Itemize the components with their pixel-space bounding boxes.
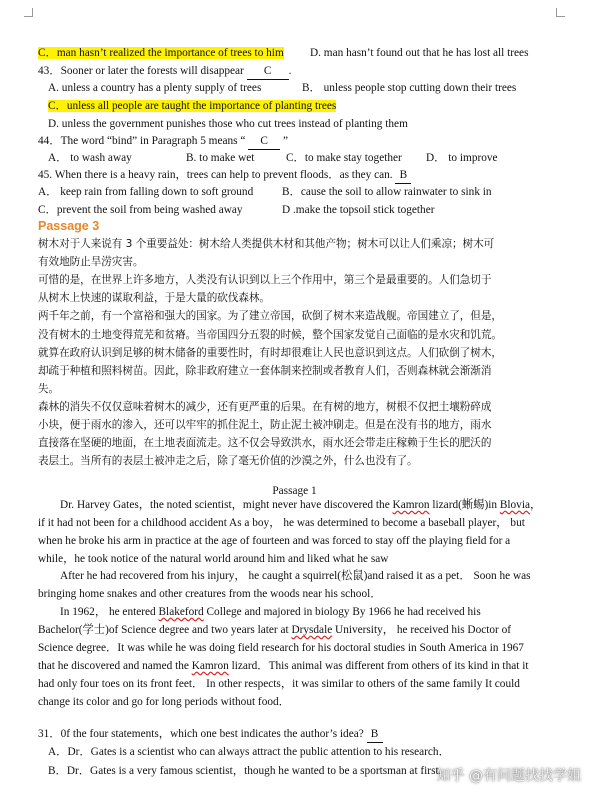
passage-1-line: Science degree．It was while he was doing field research for his doctoral studies in South America in 1967 <box>38 642 524 654</box>
q31-option-b: B．Dr．Gates is a very famous scientist，though he wanted to be a sportsman at first. <box>48 765 442 777</box>
q42-option-c: C．man hasn’t realized the importance of trees to him <box>38 47 284 59</box>
passage-3-line: 可惜的是，在世界上许多地方，人类没有认识到以上三个作用中，第三个是最重要的。人们急切于 <box>38 274 492 287</box>
passage-3-line: 有效地防止旱涝灾害。 <box>38 256 144 269</box>
passage-3-line: 小块，便于雨水的渗入，还可以牢牢的抓住泥土，防止泥土被冲刷走。但是在没有书的地方，雨水 <box>38 419 492 431</box>
passage-3-line: 森林的消失不仅仅意味着树木的减少，还有更严重的后果。在有树的地方，树根不仅把土壤粉碎成 <box>38 400 492 413</box>
q44-stem: 44．The word “bind” in Paragraph 5 means “ C ” <box>38 134 288 150</box>
passage-3-line: 直接落在坚硬的地面，在土地表面流走。这不仅会导致洪水，雨水还会带走庄稼赖于生长的肥沃的 <box>38 437 492 450</box>
passage-1-line: In 1962， he entered Blakeford College and majored in biology By 1966 he had received his <box>60 606 481 618</box>
q31-option-a: A．Dr．Gates is a scientist who can always attract the public attention to his research． <box>48 746 450 758</box>
passage-3-line: 就算在政府认识到足够的树木储备的重要性时，有时却很难让人民也意识到这点。人们砍倒了树木， <box>38 346 502 359</box>
passage-1-line: bringing home snakes and other creatures from the woods near his school． <box>38 588 382 600</box>
q43-answer: C <box>247 64 289 80</box>
passage-3-line: 表层土。当所有的表层土被冲走之后，除了毫无价值的沙漠之外，什么也没有了。 <box>38 455 418 468</box>
passage-1-title: Passage 1 <box>272 485 317 497</box>
passage-3-line: 失。 <box>38 382 60 395</box>
passage-3-line: 两千年之前，有一个富裕和强大的国家。为了建立帝国，砍倒了树木来造战舰。帝国建立了，但是， <box>38 310 502 323</box>
page-corner-mark <box>556 8 565 17</box>
q45-answer: B <box>395 168 411 184</box>
q43-option-a: A. unless a country has a plenty supply of trees <box>48 82 262 94</box>
passage-1-line: had only four toes on its front feet． In other respects，it was similar to others of the same family It could <box>38 678 520 690</box>
passage-1-line: that he discovered and named the Kamron lizard．This animal was different from others of its kind in that it <box>38 660 529 672</box>
passage-1-line: After he had recovered from his injury， he caught a squirrel(松鼠)and raised it as a pet． Soon he was <box>60 570 531 582</box>
q44-option-b: B. to make wet <box>186 152 255 164</box>
q45-option-c: C．prevent the soil from being washed away <box>38 204 243 216</box>
q44-option-d: D． to improve <box>426 152 498 164</box>
passage-1-line: while，he took notice of the natural world around him and liked what he saw <box>38 553 389 565</box>
q44-option-a: A． to wash away <box>48 152 132 164</box>
q45-option-d: D .make the topsoil stick together <box>282 204 435 216</box>
q44-answer: C <box>248 134 280 150</box>
zhihu-watermark: 知乎 @有问题找找学姐 <box>436 768 581 784</box>
q43-option-c-line <box>48 99 336 114</box>
q31-stem: 31．0f the four statements，which one best indicates the author’s idea? B <box>38 727 383 743</box>
page-corner-mark <box>24 8 33 17</box>
passage-3-line: 从树木上快速的谋取利益，于是大量的砍伐森林。 <box>38 292 270 305</box>
passage-1-line: Dr. Harvey Gates，the noted scientist，might never have discovered the Kamron lizard(蜥蜴)in Blovia， <box>60 499 542 511</box>
q45-option-b: B．cause the soil to allow rainwater to sink in <box>282 186 492 198</box>
q42-option-d: D. man hasn’t found out that he has lost all trees <box>310 47 529 59</box>
passage-1-line: Bachelor(学士)of Science degree and two years later at Drysdale University， he received his Doctor of <box>38 624 512 636</box>
q45-option-a: A． keep rain from falling down to soft ground <box>38 186 254 198</box>
q43-option-b: B． unless people stop cutting down their trees <box>302 82 517 94</box>
passage-3-heading: Passage 3 <box>38 219 100 233</box>
passage-1-line: if it had not been for a childhood accident As a boy， he was determined to become a baseball player， but <box>38 517 525 529</box>
q43-stem: 43．Sooner or later the forests will disappear C . <box>38 64 291 80</box>
q45-stem: 45. When there is a heavy rain，trees can help to prevent floods．as they can. B <box>38 168 411 184</box>
passage-1-line: when he broke his arm in practice at the age of fourteen and was forced to stay off the playing field for a <box>38 535 511 547</box>
q44-option-c: C．to make stay together <box>286 152 402 164</box>
passage-3-line: 树木对于人来说有 3 个重要益处：树木给人类提供木材和其他产物；树木可以让人们乘凉；树木可 <box>38 238 495 250</box>
passage-3-line: 没有树木的土地变得荒芜和贫瘠。当帝国四分五裂的时候，整个国家发觉自己面临的是水灾和饥荒。 <box>38 328 502 341</box>
q31-answer: B <box>367 727 383 743</box>
q43-option-d: D. unless the government punishes those who cut trees instead of planting them <box>48 118 408 130</box>
passage-3-line: 却疏于种植和照料树苗。因此，除非政府建立一套体制来控制或者教育人们，否则森林就会渐渐消 <box>38 364 492 377</box>
q42-option-c-line <box>38 46 284 61</box>
passage-1-line: change its color and go for long periods without food． <box>38 696 290 708</box>
q43-option-c: C．unless all people are taught the importance of planting trees <box>48 100 337 112</box>
